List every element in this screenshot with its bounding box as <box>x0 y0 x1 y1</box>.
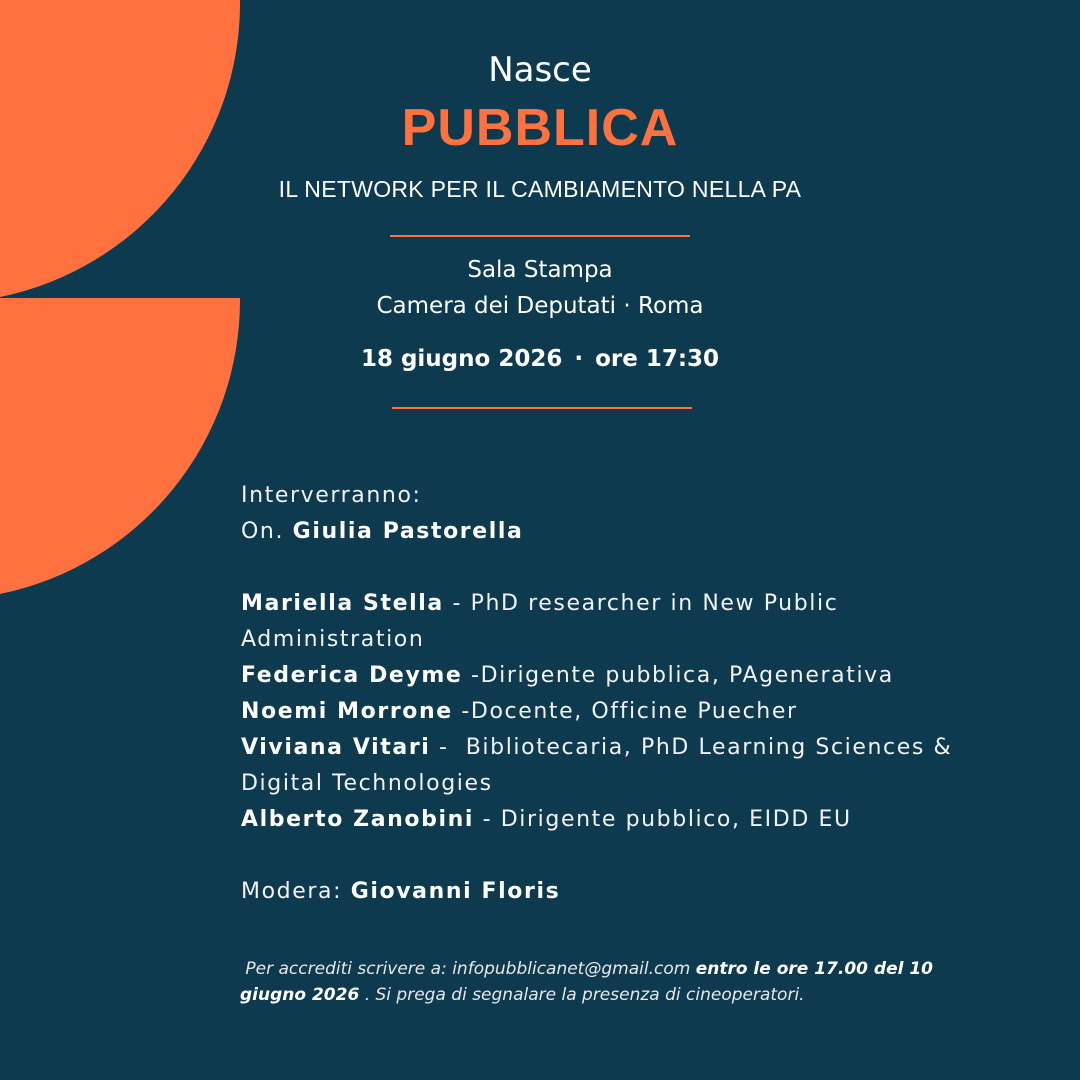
note-text: Per accrediti scrivere a: infopubblicanet@gmail.com <box>240 959 696 979</box>
speaker-name: Mariella Stella <box>241 591 444 616</box>
moderator-line <box>241 874 1001 910</box>
speaker-row <box>241 586 1001 622</box>
speaker-row <box>241 802 1001 838</box>
speaker-role: - Bibliotecaria, PhD Learning Sciences & <box>430 735 953 760</box>
speaker-role-cont: Administration <box>241 627 425 652</box>
guest-title: On. <box>241 519 285 544</box>
event-time: ore 17:30 <box>595 346 720 372</box>
speaker-role: - PhD researcher in New Public <box>443 591 839 616</box>
speaker-role: -Dirigente pubblica, PAgenerativa <box>462 663 894 688</box>
speaker-role: - Dirigente pubblico, EIDD EU <box>474 807 852 832</box>
lower-orange-semicircle <box>0 298 240 594</box>
venue-location: Camera dei Deputati · Roma <box>376 293 704 319</box>
note-text-end: . Si prega di segnalare la presenza di cineoperatori. <box>359 985 805 1005</box>
moderator-name: Giovanni Floris <box>350 879 561 904</box>
note-deadline: entro le ore 17.00 del 10 <box>695 959 934 979</box>
speaker-row <box>241 730 1001 766</box>
note-deadline-date: giugno 2026 <box>240 985 360 1005</box>
speaker-row <box>241 694 1001 730</box>
event-date: 18 giugno 2026 <box>360 346 563 372</box>
speaker-name: Alberto Zanobini <box>241 807 475 832</box>
speaker-name: Noemi Morrone <box>241 699 453 724</box>
speakers-heading: Interverranno: <box>241 483 422 508</box>
guest-name: Giulia Pastorella <box>292 519 524 544</box>
datetime-separator: · <box>574 346 584 372</box>
bottom-divider <box>392 407 692 409</box>
speaker-role-cont: Digital Technologies <box>241 771 493 796</box>
venue-room: Sala Stampa <box>467 257 613 283</box>
accreditation-note <box>240 956 980 1008</box>
speaker-row <box>241 658 1001 694</box>
tagline: IL NETWORK PER IL CAMBIAMENTO NELLA PA <box>278 176 802 202</box>
top-divider <box>390 235 690 237</box>
brand-title: PUBBLICA <box>401 99 679 157</box>
guest-line <box>241 514 1001 550</box>
speaker-role: -Docente, Officine Puecher <box>452 699 798 724</box>
speakers-section <box>241 478 1001 910</box>
speaker-name: Federica Deyme <box>241 663 463 688</box>
speaker-name: Viviana Vitari <box>241 735 431 760</box>
moderator-label: Modera: <box>241 879 343 904</box>
event-datetime <box>0 346 1080 372</box>
intro-text: Nasce <box>488 50 592 90</box>
